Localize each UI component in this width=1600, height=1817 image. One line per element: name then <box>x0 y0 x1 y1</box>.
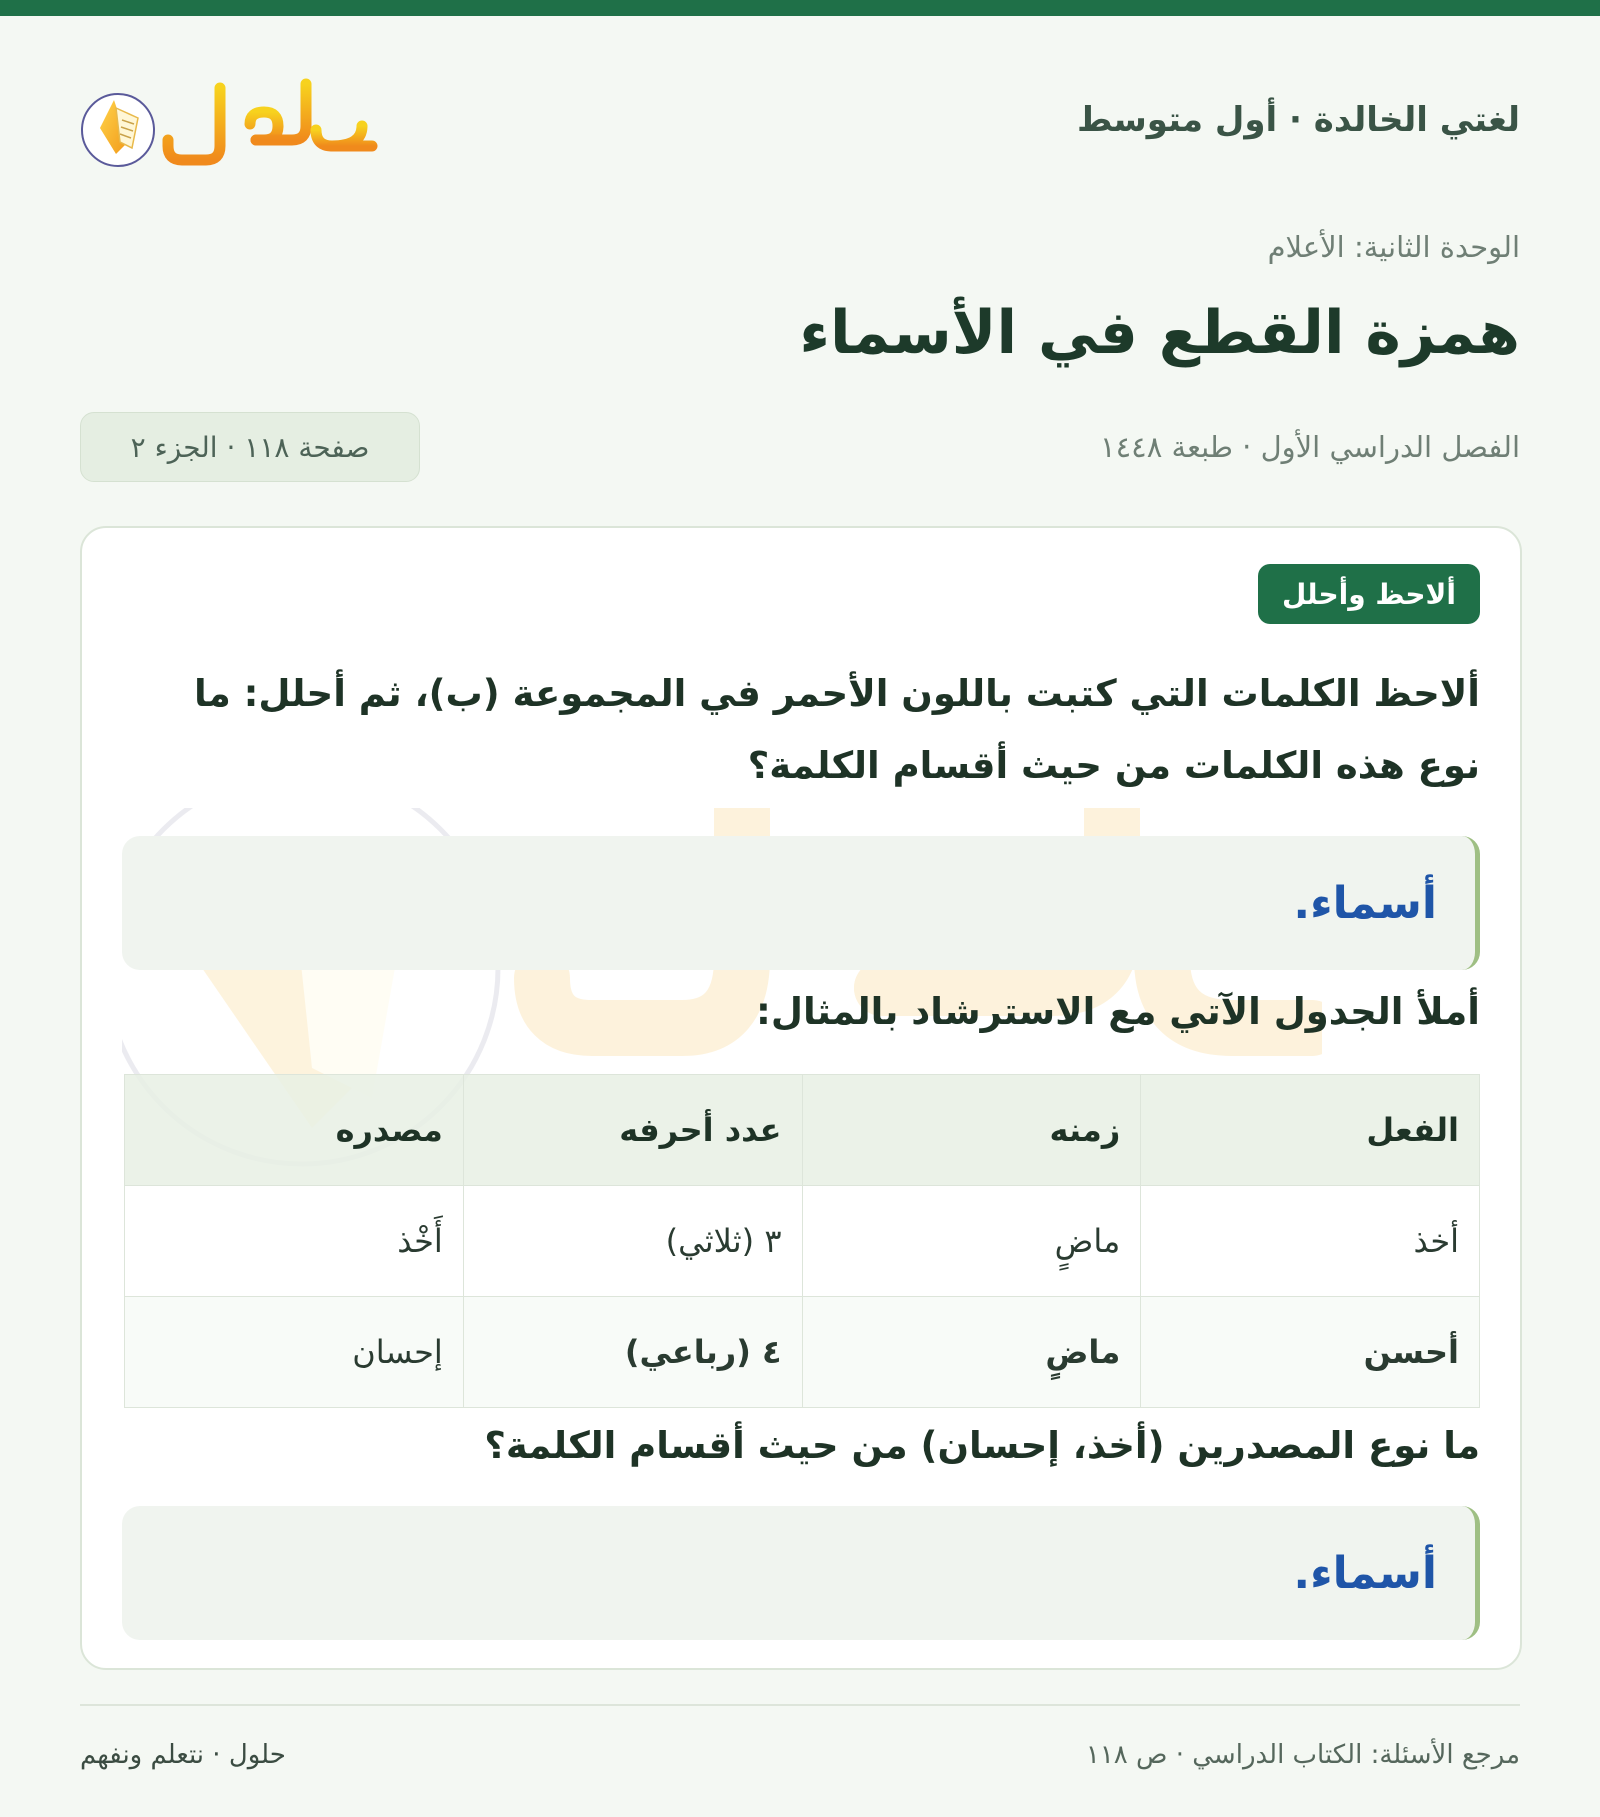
footer-brand: حلول · نتعلم ونفهم <box>80 1740 286 1770</box>
cell-letter-count: ٣ (ثلاثي) <box>463 1186 802 1297</box>
answer-box-2 <box>122 1506 1480 1640</box>
book-title: لغتي الخالدة · أول متوسط <box>1076 100 1520 140</box>
cell-tense: ماضٍ <box>802 1186 1141 1297</box>
cell-masdar: إحسان <box>125 1297 464 1408</box>
edition-label: الفصل الدراسي الأول · طبعة ١٤٤٨ <box>1100 430 1520 464</box>
question-3: ما نوع المصدرين (أخذ، إحسان) من حيث أقسام الكلمة؟ <box>484 1424 1480 1467</box>
answer-box-1 <box>122 836 1480 970</box>
cell-verb: أخذ <box>1141 1186 1480 1297</box>
cell-verb: أحسن <box>1141 1297 1480 1408</box>
question-2: أملأ الجدول الآتي مع الاسترشاد بالمثال: <box>756 990 1480 1033</box>
answer-1: أسماء. <box>1293 877 1437 929</box>
header-verb: الفعل <box>1141 1075 1480 1186</box>
hulul-logo <box>80 70 380 180</box>
footer-divider <box>80 1704 1520 1706</box>
header-tense: زمنه <box>802 1075 1141 1186</box>
cell-masdar: أَخْذ <box>125 1186 464 1297</box>
question-1: ألاحظ الكلمات التي كتبت باللون الأحمر في المجموعة (ب)، ثم أحلل: ما نوع هذه الكلمات من حيث أقسام الكلمة؟ <box>193 672 1480 787</box>
section-badge: ألاحظ وأحلل <box>1258 564 1480 624</box>
verbs-table <box>124 1074 1480 1408</box>
header-masdar: مصدره <box>125 1075 464 1186</box>
cell-letter-count: ٤ (رباعي) <box>463 1297 802 1408</box>
header-letter-count: عدد أحرفه <box>463 1075 802 1186</box>
table-row <box>125 1297 1480 1408</box>
unit-label: الوحدة الثانية: الأعلام <box>1267 230 1520 264</box>
cell-tense: ماضٍ <box>802 1297 1141 1408</box>
page-badge: صفحة ١١٨ · الجزء ٢ <box>80 412 420 482</box>
answer-3: أسماء. <box>1293 1547 1437 1599</box>
table-header-row <box>125 1075 1480 1186</box>
footer-reference: مرجع الأسئلة: الكتاب الدراسي · ص ١١٨ <box>1085 1740 1520 1770</box>
top-accent-bar <box>0 0 1600 16</box>
table-row <box>125 1186 1480 1297</box>
exercise-card <box>80 526 1522 1670</box>
lesson-title: همزة القطع في الأسماء <box>799 298 1520 368</box>
